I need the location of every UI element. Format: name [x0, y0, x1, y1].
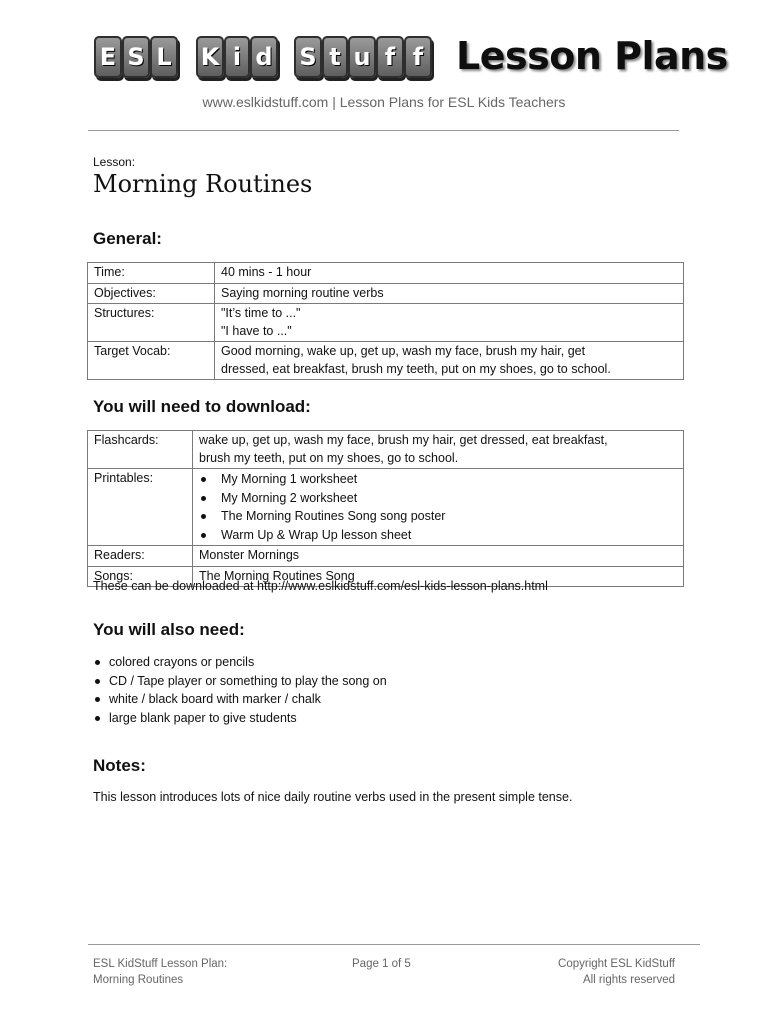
logo-block: f	[404, 36, 432, 78]
row-label: Readers:	[88, 546, 193, 567]
table-row	[88, 469, 684, 546]
footer-right: Copyright ESL KidStuff All rights reserved	[558, 958, 675, 986]
lesson-label: Lesson:	[93, 155, 136, 169]
logo-block: K	[196, 36, 224, 78]
lesson-title: Morning Routines	[93, 170, 313, 198]
footer-left: ESL KidStuff Lesson Plan: Morning Routines	[93, 958, 228, 986]
table-row	[88, 283, 684, 304]
row-label: Time:	[88, 263, 215, 284]
site-subtitle: www.eslkidstuff.com | Lesson Plans for ESL Kids Teachers	[202, 94, 566, 110]
table-row	[88, 431, 684, 469]
lesson-plans-title: Lesson Plans	[456, 34, 728, 78]
list-item: The Morning Routines Song song poster	[199, 507, 677, 526]
logo-block: u	[348, 36, 376, 78]
row-label: Target Vocab:	[88, 342, 215, 380]
footer-page-number: Page 1 of 5	[352, 958, 411, 970]
list-item: CD / Tape player or something to play the song on	[93, 672, 387, 691]
logo-block: t	[322, 36, 348, 78]
list-item: white / black board with marker / chalk	[93, 690, 387, 709]
row-value	[193, 469, 684, 546]
row-label: Flashcards:	[88, 431, 193, 469]
general-heading: General:	[93, 229, 162, 248]
esl-kidstuff-logo	[94, 32, 440, 80]
logo-block: f	[376, 36, 404, 78]
row-value: wake up, get up, wash my face, brush my hair, get dressed, eat breakfast, brush my teeth, put on my shoes, go to school.	[193, 431, 684, 469]
logo-block: L	[150, 36, 178, 78]
row-value: 40 mins - 1 hour	[215, 263, 684, 284]
notes-text: This lesson introduces lots of nice daily routine verbs used in the present simple tense.	[93, 790, 573, 804]
row-value: Saying morning routine verbs	[215, 283, 684, 304]
download-note: These can be downloaded at http://www.eslkidstuff.com/esl-kids-lesson-plans.html	[93, 579, 548, 593]
list-item: Warm Up & Wrap Up lesson sheet	[199, 526, 677, 545]
logo-block: E	[94, 36, 122, 78]
list-item: large blank paper to give students	[93, 709, 387, 728]
list-item: My Morning 1 worksheet	[199, 470, 677, 489]
download-table	[87, 430, 684, 587]
footer-divider	[88, 944, 700, 945]
logo-block: i	[224, 36, 250, 78]
row-label: Songs:	[88, 566, 193, 587]
logo-block: S	[122, 36, 150, 78]
header-logo	[94, 32, 728, 84]
list-item: My Morning 2 worksheet	[199, 489, 677, 508]
logo-block: d	[250, 36, 278, 78]
general-table	[87, 262, 684, 380]
row-label: Objectives:	[88, 283, 215, 304]
table-row	[88, 546, 684, 567]
printables-list	[199, 470, 677, 544]
also-need-heading: You will also need:	[93, 620, 245, 639]
download-heading: You will need to download:	[93, 397, 311, 416]
also-need-list	[93, 653, 387, 727]
row-label: Printables:	[88, 469, 193, 546]
row-value: Good morning, wake up, get up, wash my face, brush my hair, get dressed, eat breakfast, brush my teeth, put on my shoes, go to school.	[215, 342, 684, 380]
logo-block: S	[294, 36, 322, 78]
header-divider	[88, 130, 679, 131]
notes-heading: Notes:	[93, 756, 146, 775]
row-value: Monster Mornings	[193, 546, 684, 567]
table-row	[88, 263, 684, 284]
list-item: colored crayons or pencils	[93, 653, 387, 672]
table-row	[88, 304, 684, 342]
row-label: Structures:	[88, 304, 215, 342]
table-row	[88, 342, 684, 380]
row-value: The Morning Routines Song	[193, 566, 684, 587]
row-value: "It’s time to ..." "I have to ..."	[215, 304, 684, 342]
